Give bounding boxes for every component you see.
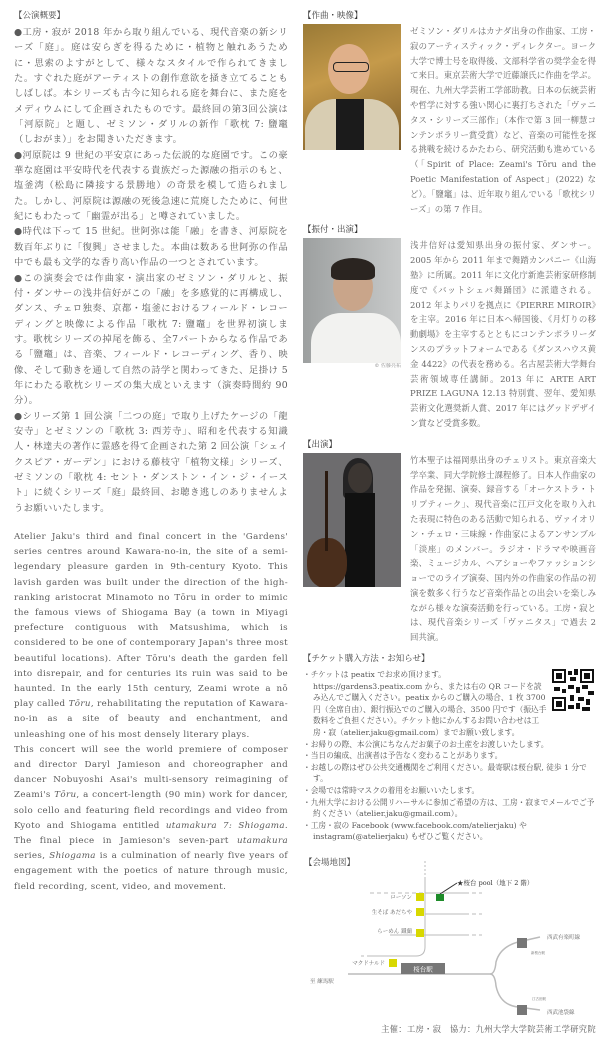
venue-label: ★桜台 pool（地下 2 階） [457,878,534,887]
list-item: ・会場では常時マスクの着用をお願いいたします。 [303,786,480,796]
mcdonalds-label: マクドナルド [352,960,385,967]
mcdonalds-marker [389,959,397,967]
english-paragraph-1 [14,530,288,743]
text: Atelier Jaku's third and final concert in the 'Gardens' series centres around Kawara-no-in, the site of a semi-legendary pleasure garden in 9th-century Kyoto. This lavish garden was built under the direction of the high-ranking aristocrat Minamoto no Tōru in order to mimic the famous views of Shiogama Bay (a town in Miyagi prefecture contiguous with Matsushima, which is considered to be one of contemporary Japan's three most beautiful locations). After Tōru's death the garden fell into disrepair, and for centuries its ruin was said to be haunted. In the early 15th century, Zeami wrote a nō play called [14,532,288,710]
text: series, [14,851,50,862]
ikebukuro-line-label: 西武池袋線 [547,1009,575,1016]
choreographer-photo [303,238,401,363]
choreographer-section [303,224,596,430]
overview-paragraph: ●シリーズ第 1 回公演「二つの庭」で取り上げたケージの「龍安寺」とゼミソンの「歌枕 3: 西芳寺」、昭和を代表する知識人・林達夫の著作に霊感を得て企画された第 2 回公演「シェイクスピア・ガーデン」における藤枝守「植物文様」シリーズ、ゼミソンの「歌枕 4: セント・ダンストン・イン・ジ・イースト」に続くシリーズ「庭」最終回、お聴き逃しのありませんようお願いいたします。 [14,410,288,514]
overview-section [14,10,288,516]
text: is a culmination of nearly five years of engagement with the poetics of nature through music, field recording, scent, video, and movement. [14,851,288,892]
photo-credit: © 佐藤亮祐 [374,363,401,370]
ticket-info-section [303,653,596,843]
choreographer-heading: 【振付・出演】 [303,225,363,236]
italic-title: utamakura 7: Shiogama [165,820,285,831]
organizer-credit: 主催：工房・寂 協力：九州大学大学院芸術工学研究院 [381,1023,596,1034]
choreographer-bio: 浅井信好は愛知県出身の振付家、ダンサー。2005 年から 2011 年まで舞踏カンパニー《山海塾》に所属。2011 年に文化庁新進芸術家研修制度で《バットシェバ舞踊団》に派遣される。2012 年よりパリを拠点に《PIERRE MIROIR》を主宰。2016 年に日本へ帰国後、《月灯りの移動劇場》を主宰するとともにコンテンポラリーダンスのプラットフォームである《ダンスハウス黄金 4422》の代表を務める。名古屋芸術大学舞台芸術領域専任講師。2013 年に ARTE ART PRIZE LAGUNA 12.13 特別賞、翌年、愛知県芸術文化選奨新人賞、2017 年にはグッドデザイン賞など受賞多数。 [410,240,596,428]
lawson-marker [416,893,424,901]
qr-code[interactable] [552,669,594,711]
composer-heading: 【作曲・映像】 [303,11,363,21]
composer-bio: ゼミソン・ダリルはカナダ出身の作曲家、工房・寂のアーティスティック・ディレクター。ヨーク大学で博士号を取得後、文部科学省の奨学金を得て来日。東京芸術大学で近藤譲氏に作曲を学ぶ。現在、九州大学芸術工学部助教。日本の伝統芸術や哲学に対する強い関心に裏打ちされた「ヴァニタス・シリーズ三部作」（本作で第 3 回一柳慧コンテンポラリー賞受賞）など、音楽の可能性を探る挑戦を続けるかたわら、研究活動も進めている（「Spirit of Place: Zeami's Tōru and the Poetic Manifestation of Aspect」(2022) など）。「鹽竈」は、近年取り組んでいる「歌枕シリーズ」の第 7 作目。 [410,26,596,214]
composer-photo [303,24,401,150]
venue-marker [436,894,444,901]
right-column [303,10,596,1035]
italic-title: utamakura [236,836,288,847]
shin-sakuradai-station [517,938,527,948]
text: , a concert-length (90 min) work for dancer, solo cello and featuring field recordings and video from Kyoto and Shiogama entitled [14,790,288,831]
text: , rehabilitating the reputation of Kawara-no-in as a site of beauty and enchantment, and unleashing one of his most densely literary plays. [14,699,288,740]
text: This concert will see the world premiere of composer and director Daryl Jamieson and choreographer and dancer Nobuyoshi Asai's multi-sensory reimagining of Zeami's [14,744,288,801]
list-item: ・九州大学における公開リハーサルに参加ご希望の方は、工房・寂までメールでご予約ください（atelier.jaku@gmail.com）。 [303,797,595,819]
italic-title: Tōru [68,699,91,710]
english-description [14,530,288,895]
english-paragraph-2 [14,743,288,895]
ramen-marker [416,929,424,937]
overview-paragraph: ●工房・寂が 2018 年から取り組んでいる、現代音楽の新シリーズ「庭」。庭は安らぎを得るために・植物と触れあうために・思索のよすがとして、様々なスタイルで作られてきました。すぐれた庭がアーティストの創作意欲を掻き立てることもしばしば。本シリーズも古今に知られる庭を舞台に、また庭をメディウムにして企画されたものです。最終回の第3回公演は「河原院」と題し、ゼミソン・ダリルの新作「歌枕 7: 鹽竈（しおがま）」をお聞きいただきます。 [14,27,288,146]
rail-line-ikebukuro [490,974,540,1010]
to-nerima-label: 至 練馬駅 [310,978,334,985]
overview-paragraph: ●河原院は 9 世紀の平安京にあった伝説的な庭園です。この豪華な庭園は平安時代を代表する貴族だった源融の指示のもと、塩釜湾（松島に隣接する景勝地）の奇景を模して造られました。しかし、河原院は源融の死後急速に荒廃したために、何世紀にもわたって「幽霊が出る」と噂されていました。 [14,149,288,223]
list-item: ・お帰りの際、本公演にちなんだお菓子のお土産をお渡しいたします。 [303,739,549,749]
cellist-photo [303,453,401,587]
left-column [14,10,288,895]
overview-heading: 【公演概要】 [14,11,66,21]
text: . The final piece in Jamieson's seven-part [14,820,288,847]
soba-marker [416,908,424,916]
composer-section [303,10,596,216]
tickets-heading: 【チケット購入方法・お知らせ】 [303,654,430,665]
performer-heading: 【出演】 [303,439,338,450]
list-item: ・工房・寂の Facebook (www.facebook.com/atelierjaku) や instagram(@atelierjaku) もぜひご覧ください。 [303,820,527,842]
italic-title: Tōru [54,790,77,801]
lawson-label: ローソン [390,894,412,901]
station-label: 桜台駅 [413,965,433,974]
italic-title: Shiogama [49,851,96,862]
shin-sakuradai-label: 新桜台駅 [531,950,545,955]
overview-paragraph: ●この演奏会では作曲家・演出家のゼミソン・ダリルと、振付・ダンサーの浅井信好がこの「融」を多感覚的に再構成し、ダンス、チェロ独奏、京都・塩釜におけるフィールド・レコーディングと映像による作品「歌枕 7: 鹽竈」を世界初演します。歌枕シリーズの掉尾を飾る、全7パートからなる作品である「鹽竈」は、音楽、フィールド・レコーディング、香り、映像、そして動きを通して自然の詩学と関わってきた、足掛け 5 年にわたる歌枕シリーズの集大成といえます（演奏時間約 90 分）。 [14,272,288,407]
list-item: ・当日の編成、出演者は予告なく変わることがあります。 [303,751,503,761]
performer-bio: 竹本聖子は福岡県出身のチェリスト。東京音楽大学卒業、同大学院修士課程修了。日本人作曲家の作品を発掘、演奏、録音する「オーケストラ・トリプティーク」、現代音楽に江戸文化を取り入れた表現に特色のある活動で知られる、ヴァイオリン・チェロ・三味線・作曲家によるアンサンブル「淡座」のメンバー。ラジオ・ドラマや映画音楽、ミュージカル、ヘアショーやファッションショーでのライブ演奏、国内外の作曲家の作品の初演を数多く行うなど音楽作品との出会いを楽しみながら様々な演奏活動を行っている。工房・寂とは、現代音楽シリーズ「ヴァニタス」で過去 2 回共演。 [410,454,596,643]
performer-section [303,439,596,645]
ekoda-station [517,1005,527,1015]
soba-label: 生そば あだちや [371,909,412,916]
map-heading: 【会場地図】 [304,857,356,868]
venue-map [300,857,606,1017]
yurakucho-line-label: 西武有楽町線 [547,934,581,941]
ekoda-label: 江古田駅 [532,996,546,1001]
list-item: ・お越しの際はぜひ公共交通機関をご利用ください。最寄駅は桜台駅, 徒歩 1 分です。 [303,762,587,784]
main-road [370,879,425,956]
overview-paragraph: ●時代は下って 15 世紀。世阿弥は能「融」を書き、河原院を数百年ぶりに「復興」させました。本曲は数ある世阿弥の作品中でも最も文学的な香り高い作品の一つとされています。 [14,226,288,269]
ramen-label: らーめん 鐵蘭 [377,928,412,935]
list-item: ・チケットは peatix でお求め頂けます。https://gardens3.peatix.com から、または右の QR コードを読み込んでご購入ください。peatix からのご購入の場合、1 枚 3700 円（全席自由）、銀行振込でのご購入の場合、3500 円です（振込手数料をご負担ください）。チケット他にかんするお問い合わせは工房・寂（atelier.jaku@gmail.com）までお願い致します。 [303,670,547,738]
